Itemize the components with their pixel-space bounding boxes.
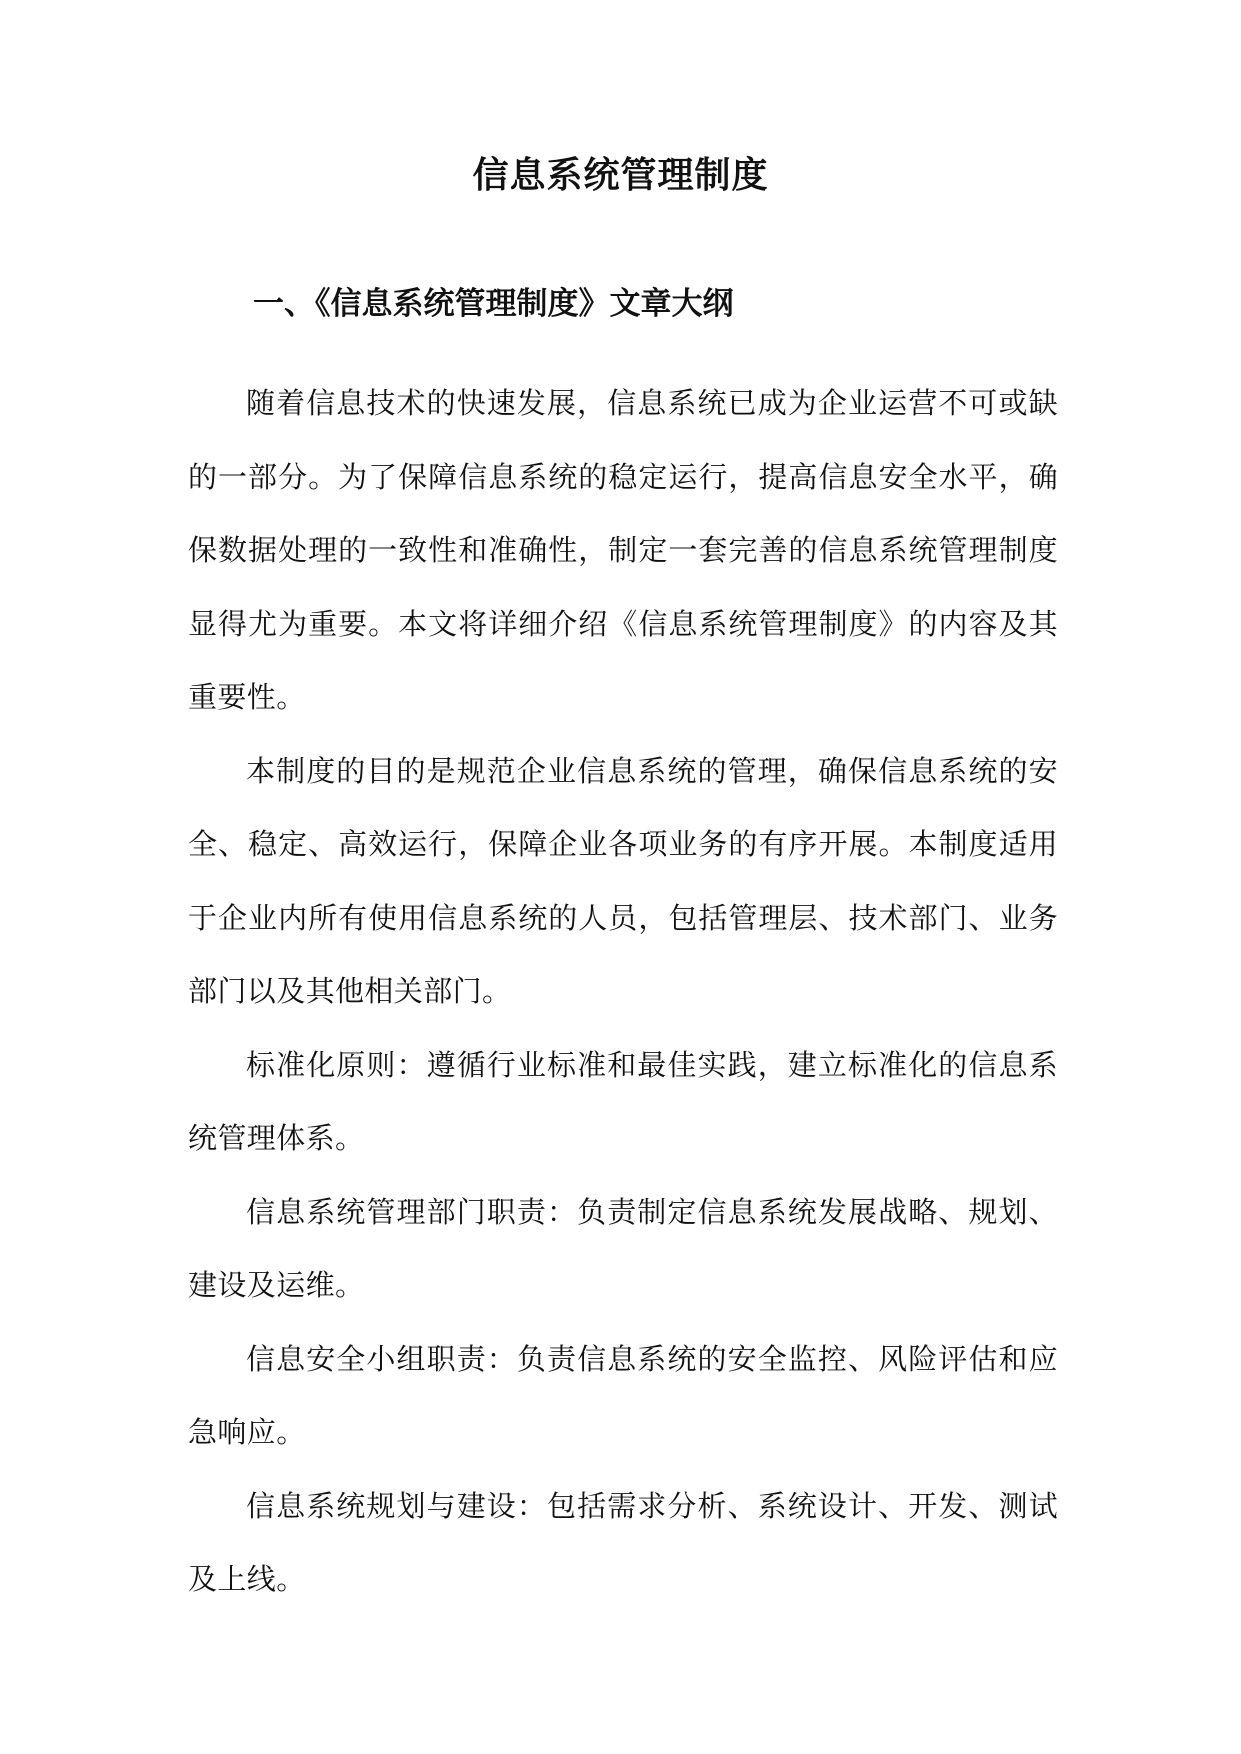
paragraph-standardization: 标准化原则：遵循行业标准和最佳实践，建立标准化的信息系统管理体系。 (188, 1047, 1058, 1155)
paragraph-planning-construction: 信息系统规划与建设：包括需求分析、系统设计、开发、测试及上线。 (188, 1488, 1058, 1596)
paragraph-security-team-duties: 信息安全小组职责：负责信息系统的安全监控、风险评估和应急响应。 (188, 1341, 1058, 1449)
document-body (188, 367, 1058, 1617)
paragraph-purpose-scope: 本制度的目的是规范企业信息系统的管理，确保信息系统的安全、稳定、高效运行，保障企业各项业务的有序开展。本制度适用于企业内所有使用信息系统的人员，包括管理层、技术部门、业务部门以及其他相关部门。 (188, 753, 1058, 1008)
paragraph-management-duties: 信息系统管理部门职责：负责制定信息系统发展战略、规划、建设及运维。 (188, 1194, 1058, 1302)
paragraph-intro: 随着信息技术的快速发展，信息系统已成为企业运营不可或缺的一部分。为了保障信息系统的稳定运行，提高信息安全水平，确保数据处理的一致性和准确性，制定一套完善的信息系统管理制度显得尤为重要。本文将详细介绍《信息系统管理制度》的内容及其重要性。 (188, 386, 1058, 714)
section-heading: 一、《信息系统管理制度》文章大纲 (253, 286, 734, 322)
document-title: 信息系统管理制度 (472, 155, 769, 196)
